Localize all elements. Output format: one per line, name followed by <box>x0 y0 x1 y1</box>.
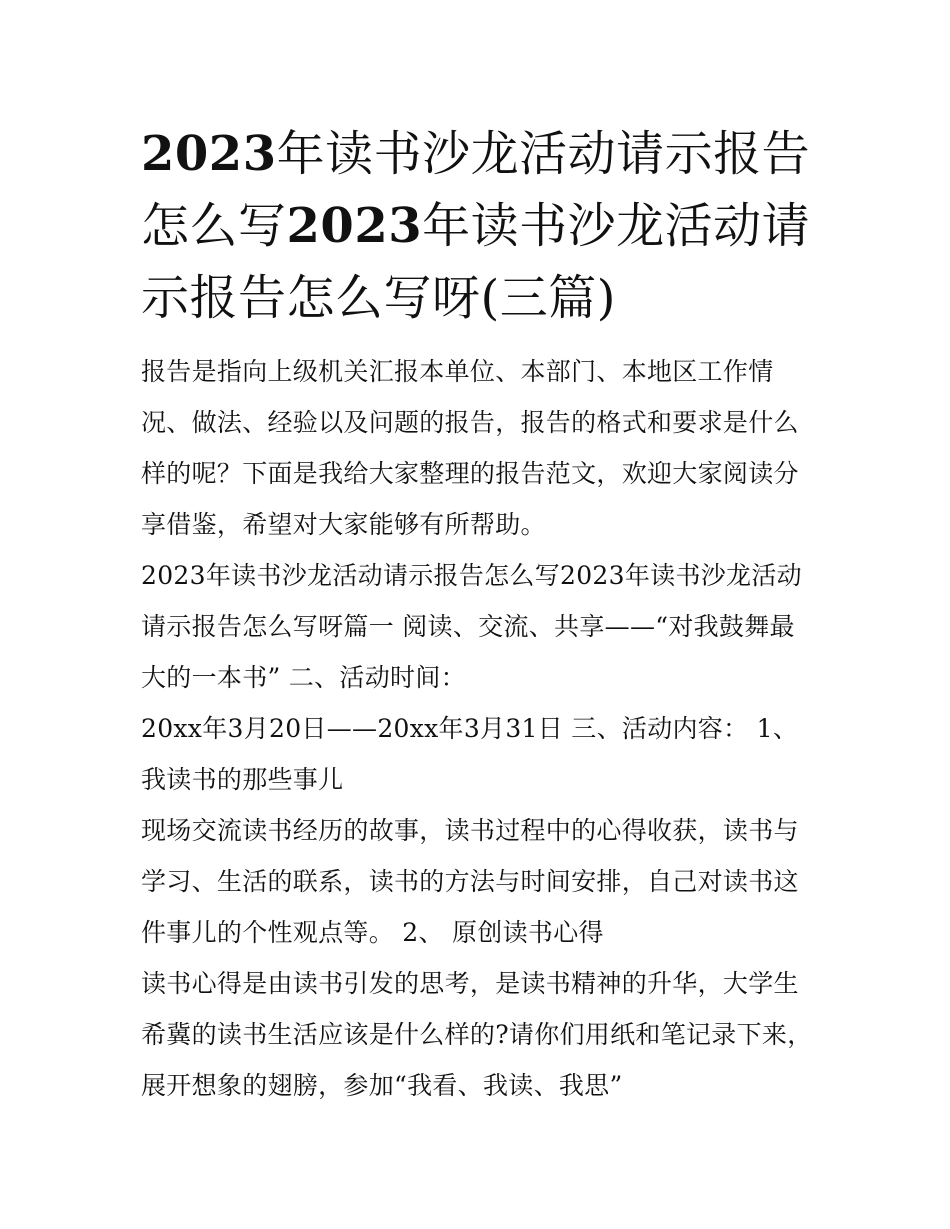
title-text-2: 年读书沙龙活动请示报告怎么写呀(三篇) <box>141 198 811 326</box>
title-year-1: 2023 <box>141 126 277 182</box>
paragraph-notes: 读书心得是由读书引发的思考，是读书精神的升华，大学生希冀的读书生活应该是什么样的?请你们用纸和笔记录下来，展开想象的翅膀，参加“我看、我读、我思” <box>141 969 813 1100</box>
title-text-1: 年读书沙龙活动请示报告怎么写 <box>141 126 811 254</box>
paragraph-exchange: 现场交流读书经历的故事，读书过程中的心得收获，读书与学习、生活的联系，读书的方法与时间安排，自己对读书这件事儿的个性观点等。 2、 原创读书心得 <box>141 816 799 947</box>
document-page <box>141 118 813 1111</box>
paragraph-intro: 报告是指向上级机关汇报本单位、本部门、本地区工作情况、做法、经验以及问题的报告，报告的格式和要求是什么样的呢？下面是我给大家整理的报告范文，欢迎大家阅读分享借鉴，希望对大家能够有所帮助。 <box>141 357 799 539</box>
document-title <box>141 118 813 334</box>
document-body <box>141 346 813 1111</box>
title-year-2: 2023 <box>286 198 423 254</box>
paragraph-time: 20xx年3月20日——20xx年3月31日 三、活动内容： 1、我读书的那些事儿 <box>141 714 799 794</box>
paragraph-topic: 2023年读书沙龙活动请示报告怎么写2023年读书沙龙活动请示报告怎么写呀篇一 阅读、交流、共享——“对我鼓舞最大的一本书” 二、活动时间： <box>141 561 802 692</box>
